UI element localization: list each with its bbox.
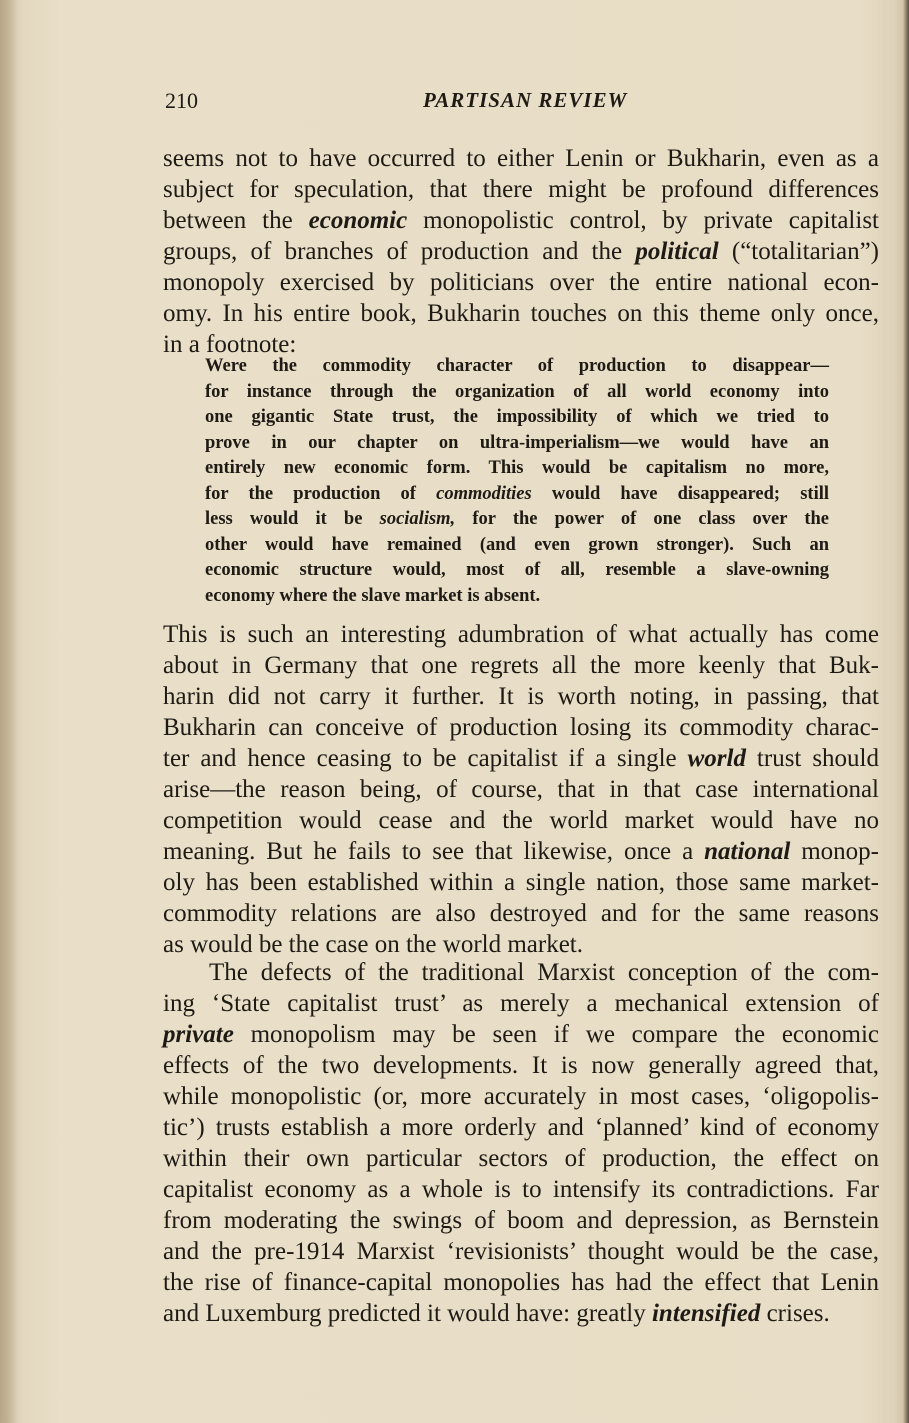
text-segment: the rise of finance-capital monopolies has had the effect that Lenin	[163, 1269, 879, 1296]
text-segment: harin did not carry it further. It is worth noting, in passing, that	[163, 683, 879, 710]
text-line	[163, 774, 879, 805]
text-segment: monopoly exercised by politicians over the entire national econ-	[163, 269, 879, 296]
running-head: PARTISAN REVIEW	[423, 88, 628, 112]
text-segment: capitalist economy as a whole is to intensify its contradictions. Far	[163, 1176, 879, 1203]
text-segment: omy. In his entire book, Bukharin touches on this theme only once,	[163, 300, 879, 327]
text-line	[163, 929, 879, 960]
paragraph-2	[163, 619, 879, 960]
emphasized-text: economic	[308, 207, 408, 234]
text-line	[163, 1298, 879, 1329]
text-segment: one gigantic State trust, the impossibility of which we tried to	[205, 407, 829, 427]
text-segment: for the power of one class over the	[455, 509, 829, 529]
emphasized-text: national	[704, 838, 791, 865]
text-segment: tic’) trusts establish a more orderly and ‘planned’ kind of economy	[163, 1114, 879, 1141]
text-line	[163, 898, 879, 929]
emphasized-text: commodities	[436, 483, 532, 504]
text-line	[205, 456, 829, 482]
emphasized-text: private	[163, 1021, 234, 1048]
paragraph-1	[163, 143, 879, 360]
text-line	[163, 1019, 879, 1050]
text-segment: between the	[163, 207, 309, 234]
text-line	[163, 1143, 879, 1174]
text-segment: trust should	[745, 745, 879, 772]
text-line	[205, 354, 829, 380]
text-segment: subject for speculation, that there might be profound differences	[163, 176, 879, 203]
text-line	[163, 1112, 879, 1143]
text-segment: in a footnote:	[163, 331, 297, 358]
text-line	[163, 143, 879, 174]
text-line	[205, 584, 829, 610]
text-segment: while monopolistic (or, more accurately in most cases, ‘oligopolis-	[163, 1083, 879, 1110]
text-segment: entirely new economic form. This would be capitalism no more,	[205, 458, 829, 478]
page-header	[165, 88, 870, 118]
page-gutter-shadow	[0, 0, 18, 1423]
emphasized-text: intensified	[651, 1300, 761, 1327]
text-line	[163, 836, 879, 867]
text-segment: monopolistic control, by private capitalist	[407, 207, 879, 234]
text-segment: ing ‘State capitalist trust’ as merely a mechanical extension of	[163, 990, 879, 1017]
text-line	[163, 619, 879, 650]
text-line	[163, 743, 879, 774]
text-line	[163, 236, 879, 267]
text-segment: monopolism may be seen if we compare the economic	[233, 1021, 879, 1048]
text-segment: as would be the case on the world market.	[163, 931, 584, 958]
text-segment: for instance through the organization of all world economy into	[205, 381, 829, 402]
text-line	[163, 267, 879, 298]
text-line	[163, 1267, 879, 1298]
text-segment: less would it be	[205, 509, 380, 529]
text-segment: monop-	[790, 838, 879, 865]
text-segment: and Luxemburg predicted it would have: greatly	[163, 1300, 652, 1327]
text-segment: prove in our chapter on ultra-imperialism—we would have an	[205, 432, 829, 453]
text-line	[205, 507, 829, 533]
text-line	[163, 712, 879, 743]
text-line	[163, 988, 879, 1019]
text-line	[205, 405, 829, 431]
text-line	[163, 1236, 879, 1267]
text-line	[163, 650, 879, 681]
text-segment: effects of the two developments. It is now generally agreed that,	[163, 1052, 879, 1079]
text-line	[163, 174, 879, 205]
text-line	[163, 1174, 879, 1205]
text-segment: economic structure would, most of all, resemble a slave-owning	[205, 560, 829, 580]
text-line	[163, 867, 879, 898]
text-line	[163, 805, 879, 836]
text-segment: groups, of branches of production and the	[163, 238, 636, 265]
emphasized-text: socialism,	[379, 509, 456, 529]
text-segment: (“totalitarian”)	[718, 238, 879, 265]
text-segment: meaning. But he fails to see that likewise, once a	[163, 838, 705, 865]
text-line	[205, 482, 829, 508]
text-line	[163, 205, 879, 236]
text-line	[163, 1081, 879, 1112]
text-segment: commodity relations are also destroyed and for the same reasons	[163, 900, 879, 927]
text-line	[163, 1050, 879, 1081]
text-segment: arise—the reason being, of course, that in that case international	[163, 776, 879, 803]
text-segment: other would have remained (and even grown stronger). Such an	[205, 534, 829, 555]
text-line	[205, 431, 829, 457]
text-line	[205, 380, 829, 406]
paragraph-3	[163, 957, 879, 1329]
text-line	[163, 681, 879, 712]
text-line	[163, 298, 879, 329]
text-segment: within their own particular sectors of production, the effect on	[163, 1145, 879, 1172]
text-line	[205, 533, 829, 559]
text-segment: for the production of	[205, 483, 437, 504]
text-segment: and the pre-1914 Marxist ‘revisionists’ thought would be the case,	[163, 1238, 879, 1265]
text-segment: The defects of the traditional Marxist conception of the com-	[209, 959, 879, 986]
text-segment: competition would cease and the world market would have no	[163, 807, 879, 834]
emphasized-text: world	[687, 745, 746, 772]
text-segment: seems not to have occurred to either Lenin or Bukharin, even as a	[163, 145, 879, 172]
text-segment: from moderating the swings of boom and depression, as Bernstein	[163, 1207, 879, 1234]
page-edge-shadow	[903, 0, 909, 1423]
text-segment: crises.	[760, 1300, 830, 1327]
page-number: 210	[165, 88, 198, 113]
text-segment: economy where the slave market is absent.	[205, 585, 541, 606]
emphasized-text: political	[635, 238, 719, 265]
text-line	[163, 1205, 879, 1236]
text-segment: oly has been established within a single nation, those same market-	[163, 869, 879, 896]
text-line	[205, 558, 829, 584]
text-segment: Were the commodity character of production to disappear—	[205, 356, 829, 376]
text-segment: ter and hence ceasing to be capitalist if a single	[163, 745, 688, 772]
text-segment: Bukharin can conceive of production losing its commodity charac-	[163, 714, 879, 741]
text-segment: This is such an interesting adumbration of what actually has come	[163, 621, 879, 648]
text-segment: would have disappeared; still	[531, 483, 830, 504]
text-segment: about in Germany that one regrets all the more keenly that Buk-	[163, 652, 879, 679]
text-line	[163, 957, 879, 988]
block-quote	[205, 354, 829, 609]
